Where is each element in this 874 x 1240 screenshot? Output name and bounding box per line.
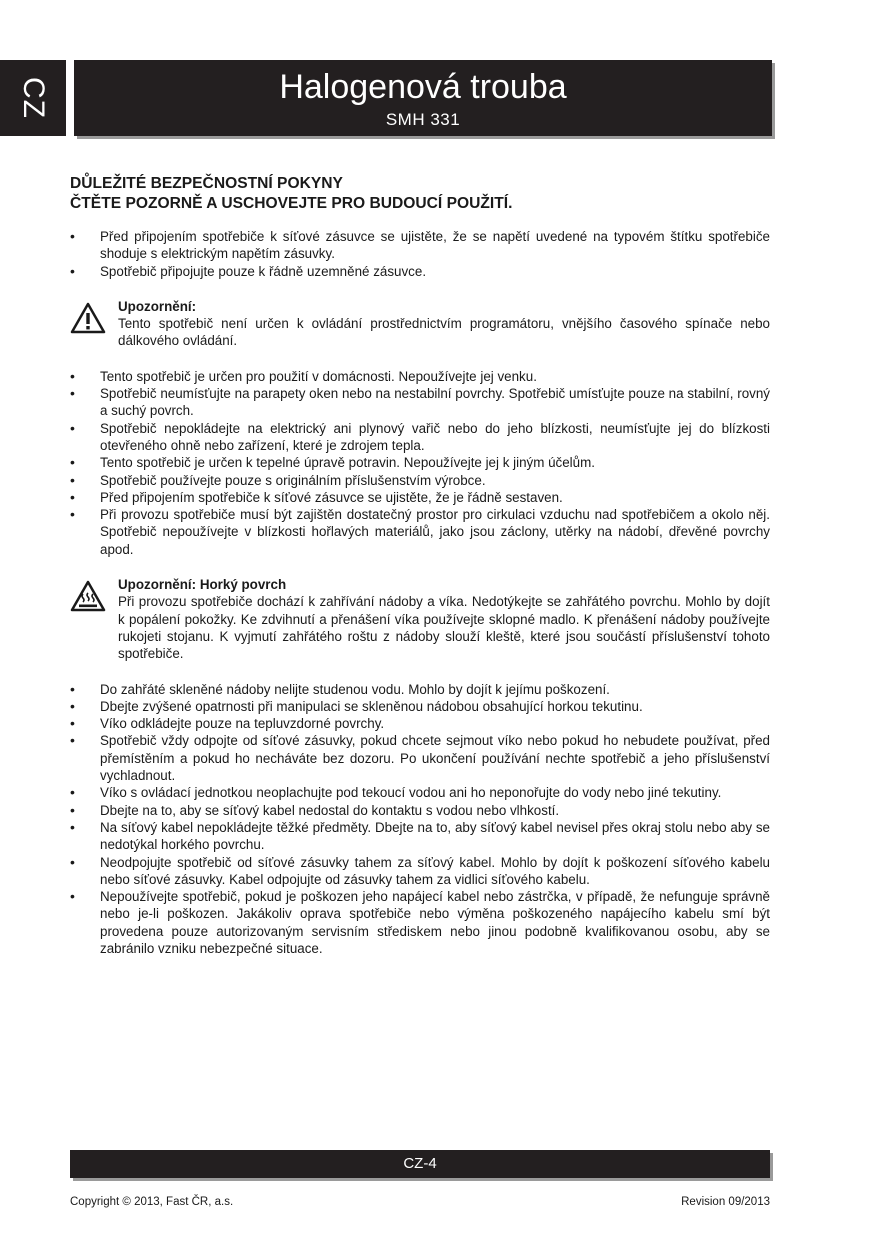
revision-text: Revision 09/2013 — [681, 1196, 770, 1208]
list-item: • Neodpojujte spotřebič od síťové zásuvky tahem za síťový kabel. Mohlo by dojít k poškození síťového kabelu nebo síťové zásuvky. Kabel odpojujte od zásuvky tahem za vidlici síťového kabelu. — [70, 854, 770, 889]
list-item: • Víko s ovládací jednotkou neoplachujte pod tekoucí vodou ani ho neponořujte do vody nebo jiné tekutiny. — [70, 784, 770, 801]
main-content — [70, 174, 770, 957]
page-number: CZ-4 — [403, 1155, 437, 1172]
warning-text: Při provozu spotřebiče dochází k zahřívání nádoby a víka. Nedotýkejte se zahřátého povrchu. Mohlo by dojít k popálení pokožky. Ke zdvihnutí a přenášení víka používejte sklopné madlo. K přenášení nádoby používejte rukojeti stojanu. K vyjmutí zahřátého roštu z nádoby slouží kleště, které jsou součástí příslušenství tohoto spotřebiče. — [118, 594, 770, 662]
list-item: • Před připojením spotřebiče k síťové zásuvce se ujistěte, že je řádně sestaven. — [70, 489, 770, 506]
list-item: • Víko odkládejte pouze na tepluvzdorné povrchy. — [70, 715, 770, 732]
bullet-list-1 — [70, 228, 770, 280]
list-item: • Spotřebič nepokládejte na elektrický ani plynový vařič nebo do jeho blízkosti, neumísťujte jej do blízkosti otevřeného ohně nebo zařízení, které je zdrojem tepla. — [70, 420, 770, 455]
warning-box — [70, 298, 770, 350]
heading-read-carefully: ČTĚTE POZORNĚ A USCHOVEJTE PRO BUDOUCÍ POUŽITÍ. — [70, 195, 513, 212]
warning-title: Upozornění: — [118, 298, 197, 314]
copyright-text: Copyright © 2013, Fast ČR, a.s. — [70, 1196, 234, 1208]
language-tab — [0, 60, 66, 136]
page-title: Halogenová trouba — [279, 68, 567, 106]
list-item: • Spotřebič vždy odpojte od síťové zásuvky, pokud chcete sejmout víko nebo pokud ho nebudete používat, před přemístěním a pokud ho necháváte bez dozoru. Po ukončení používání nechte spotřebič a jeho příslušenství vychladnout. — [70, 732, 770, 784]
warning-box-hot-surface — [70, 576, 770, 662]
warning-title: Upozornění: Horký povrch — [118, 577, 287, 593]
header-bar — [74, 60, 772, 136]
list-item: • Na síťový kabel nepokládejte těžké předměty. Dbejte na to, aby síťový kabel nevisel přes okraj stolu nebo aby se nedotýkal horkého povrchu. — [70, 819, 770, 854]
list-item: • Spotřebič neumísťujte na parapety oken nebo na nestabilní povrchy. Spotřebič umísťujte pouze na stabilní, rovný a suchý povrch. — [70, 385, 770, 420]
list-item: • Spotřebič používejte pouze s originálním příslušenstvím výrobce. — [70, 472, 770, 489]
footer-bar — [70, 1150, 770, 1178]
list-item: • Dbejte zvýšené opatrnosti při manipulaci se skleněnou nádobou obsahující horkou tekutinu. — [70, 698, 770, 715]
exclamation-warning-icon — [70, 302, 106, 334]
heading-safety: DŮLEŽITÉ BEZPEČNOSTNÍ POKYNY — [70, 175, 343, 192]
hot-surface-warning-icon — [70, 580, 106, 612]
list-item: • Dbejte na to, aby se síťový kabel nedostal do kontaktu s vodou nebo vlhkostí. — [70, 802, 770, 819]
list-item: • Spotřebič připojujte pouze k řádně uzemněné zásuvce. — [70, 263, 770, 280]
bullet-list-2 — [70, 368, 770, 558]
bullet-list-3 — [70, 681, 770, 958]
list-item: • Při provozu spotřebiče musí být zajištěn dostatečný prostor pro cirkulaci vzduchu nad spotřebičem a okolo něj. Spotřebič nepoužívejte v blízkosti hořlavých materiálů, jako jsou záclony, utěrky na nádobí, dřevěné povrchy apod. — [70, 506, 770, 558]
list-item: • Tento spotřebič je určen pro použití v domácnosti. Nepoužívejte jej venku. — [70, 368, 770, 385]
list-item: • Do zahřáté skleněné nádoby nelijte studenou vodu. Mohlo by dojít k jejímu poškození. — [70, 681, 770, 698]
warning-text: Tento spotřebič není určen k ovládání prostřednictvím programátoru, vnějšího časového spínače nebo dálkového ovládání. — [118, 316, 770, 349]
list-item: • Před připojením spotřebiče k síťové zásuvce se ujistěte, že se napětí uvedené na typovém štítku spotřebiče shoduje s elektrickým napětím zásuvky. — [70, 228, 770, 263]
language-label: CZ — [17, 77, 50, 119]
list-item: • Tento spotřebič je určen k tepelné úpravě potravin. Nepoužívejte jej k jiným účelům. — [70, 454, 770, 471]
list-item: • Nepoužívejte spotřebič, pokud je poškozen jeho napájecí kabel nebo zástrčka, v případě, že nefunguje správně nebo je-li poškozen. Jakákoliv oprava spotřebiče nebo výměna poškozeného napájecího kabelu smí být provedena pouze autorizovaným servisním střediskem nebo jinou podobně kvalifikovanou osobu, aby se zabránilo vzniku nebezpečné situace. — [70, 888, 770, 957]
model-number: SMH 331 — [385, 110, 461, 129]
